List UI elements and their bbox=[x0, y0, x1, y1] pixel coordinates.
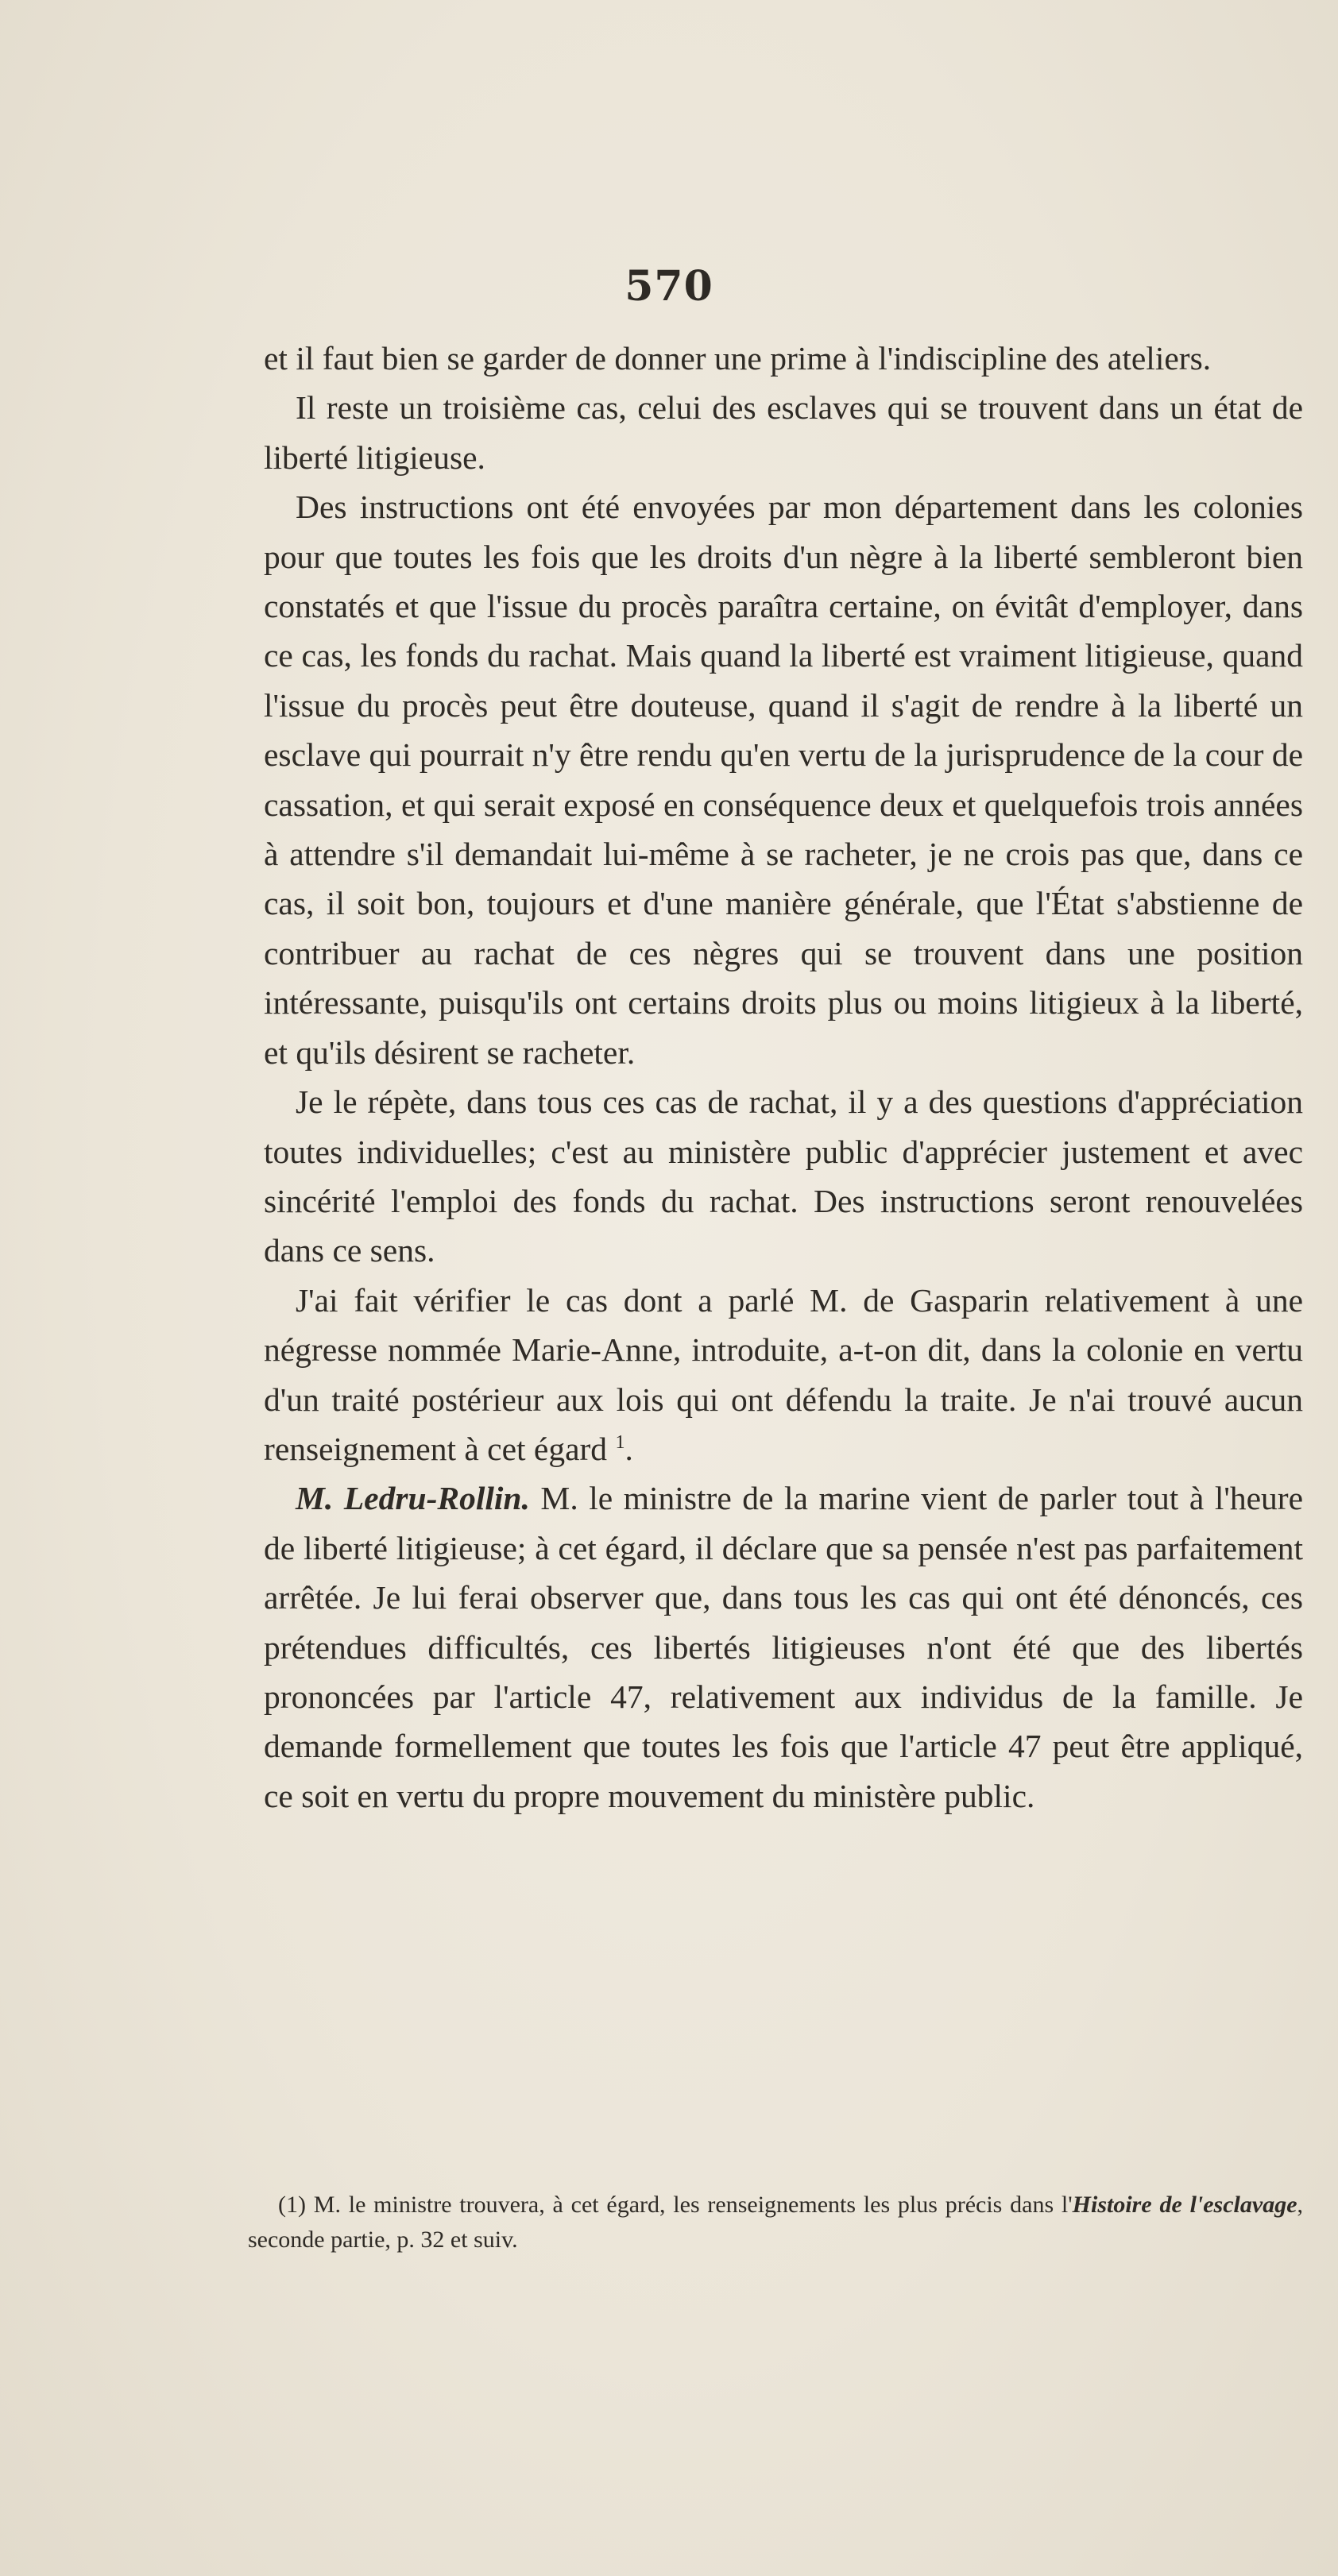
footnote bbox=[248, 2188, 1303, 2257]
footnote-reference: 1 bbox=[615, 1432, 625, 1454]
footnote-book-title: Histoire de l'esclavage bbox=[1072, 2192, 1297, 2218]
paragraph-5: J'ai fait vérifier le cas dont a parlé M. de Gasparin relativement à une négresse nommée Marie-Anne, introduite, a-t-on dit, dans la colonie en vertu d'un traité postérieur aux lois qui ont défendu la traite. Je n'ai trouvé aucun renseignement à cet égard $^1$. bbox=[264, 1281, 1303, 1467]
page-number: 570 bbox=[625, 262, 713, 311]
paragraph-3: Des instructions ont été envoyées par mon département dans les colonies pour que toutes les fois que les droits d'un nègre à la liberté sembleront bien constatés et que l'issue du procès paraîtra certaine, on évitât d'employer, dans ce cas, les fonds du rachat. Mais quand la liberté est vraiment litigieuse, quand l'issue du procès peut être douteuse, quand il s'agit de rendre à la liberté un esclave qui pourrait n'y être rendu qu'en vertu de la jurisprudence de la cour de cassation, et qui serait exposé en conséquence deux et quelquefois trois années à attendre s'il demandait lui-même à se racheter, je ne crois pas que, dans ce cas, il soit bon, toujours et d'une manière générale, que l'État s'abstienne de contribuer au rachat de ces nègres qui se trouvent dans une position intéressante, puisqu'ils ont certains droits plus ou moins litigieux à la liberté, et qu'ils désirent se racheter. bbox=[264, 489, 1303, 1071]
paragraph-4: Je le répète, dans tous ces cas de rachat, il y a des questions d'appréciation toutes individuelles; c'est au ministère public d'apprécier justement et avec sincérité l'emploi des fonds du rachat. Des instructions seront renouvelées dans ce sens. bbox=[264, 1083, 1303, 1269]
body-text bbox=[264, 334, 1303, 1821]
footnote-text-after: , seconde partie, p. 32 et suiv. bbox=[248, 2192, 1304, 2253]
footnote-body bbox=[248, 2188, 1303, 2257]
footnote-text-before: M. le ministre trouvera, à cet égard, les renseignements les plus précis dans l' bbox=[313, 2192, 1073, 2218]
paragraph-1: et il faut bien se garder de donner une prime à l'indiscipline des ateliers. bbox=[264, 340, 1212, 377]
footnote-marker: (1) bbox=[278, 2192, 306, 2218]
paragraph-6-text: M. le ministre de la marine vient de parler tout à l'heure de liberté litigieuse; à cet égard, il déclare que sa pensée n'est pas parfaitement arrêtée. Je lui ferai observer que, dans tous les cas qui ont été dénoncés, ces prétendues difficultés, ces libertés litigieuses n'ont été que des libertés prononcées par l'article 47, relativement aux individus de la famille. Je demande formellement que toutes les fois que l'article 47 peut être appliqué, ce soit en vertu du propre mouvement du ministère public. bbox=[264, 1480, 1303, 1814]
paragraph-2: Il reste un troisième cas, celui des esclaves qui se trouvent dans un état de liberté litigieuse. bbox=[264, 389, 1303, 476]
speaker-name: M. Ledru-Rollin. bbox=[296, 1480, 530, 1517]
paragraph-5-text: J'ai fait vérifier le cas dont a parlé M. de Gasparin relativement à une négresse nommée Marie-Anne, introduite, a-t-on dit, dans la colonie en vertu d'un traité postérieur aux lois qui ont défendu la traite. Je n'ai trouvé aucun renseignement à cet égard bbox=[264, 1281, 1303, 1467]
paragraph-6 bbox=[264, 1473, 1303, 1821]
